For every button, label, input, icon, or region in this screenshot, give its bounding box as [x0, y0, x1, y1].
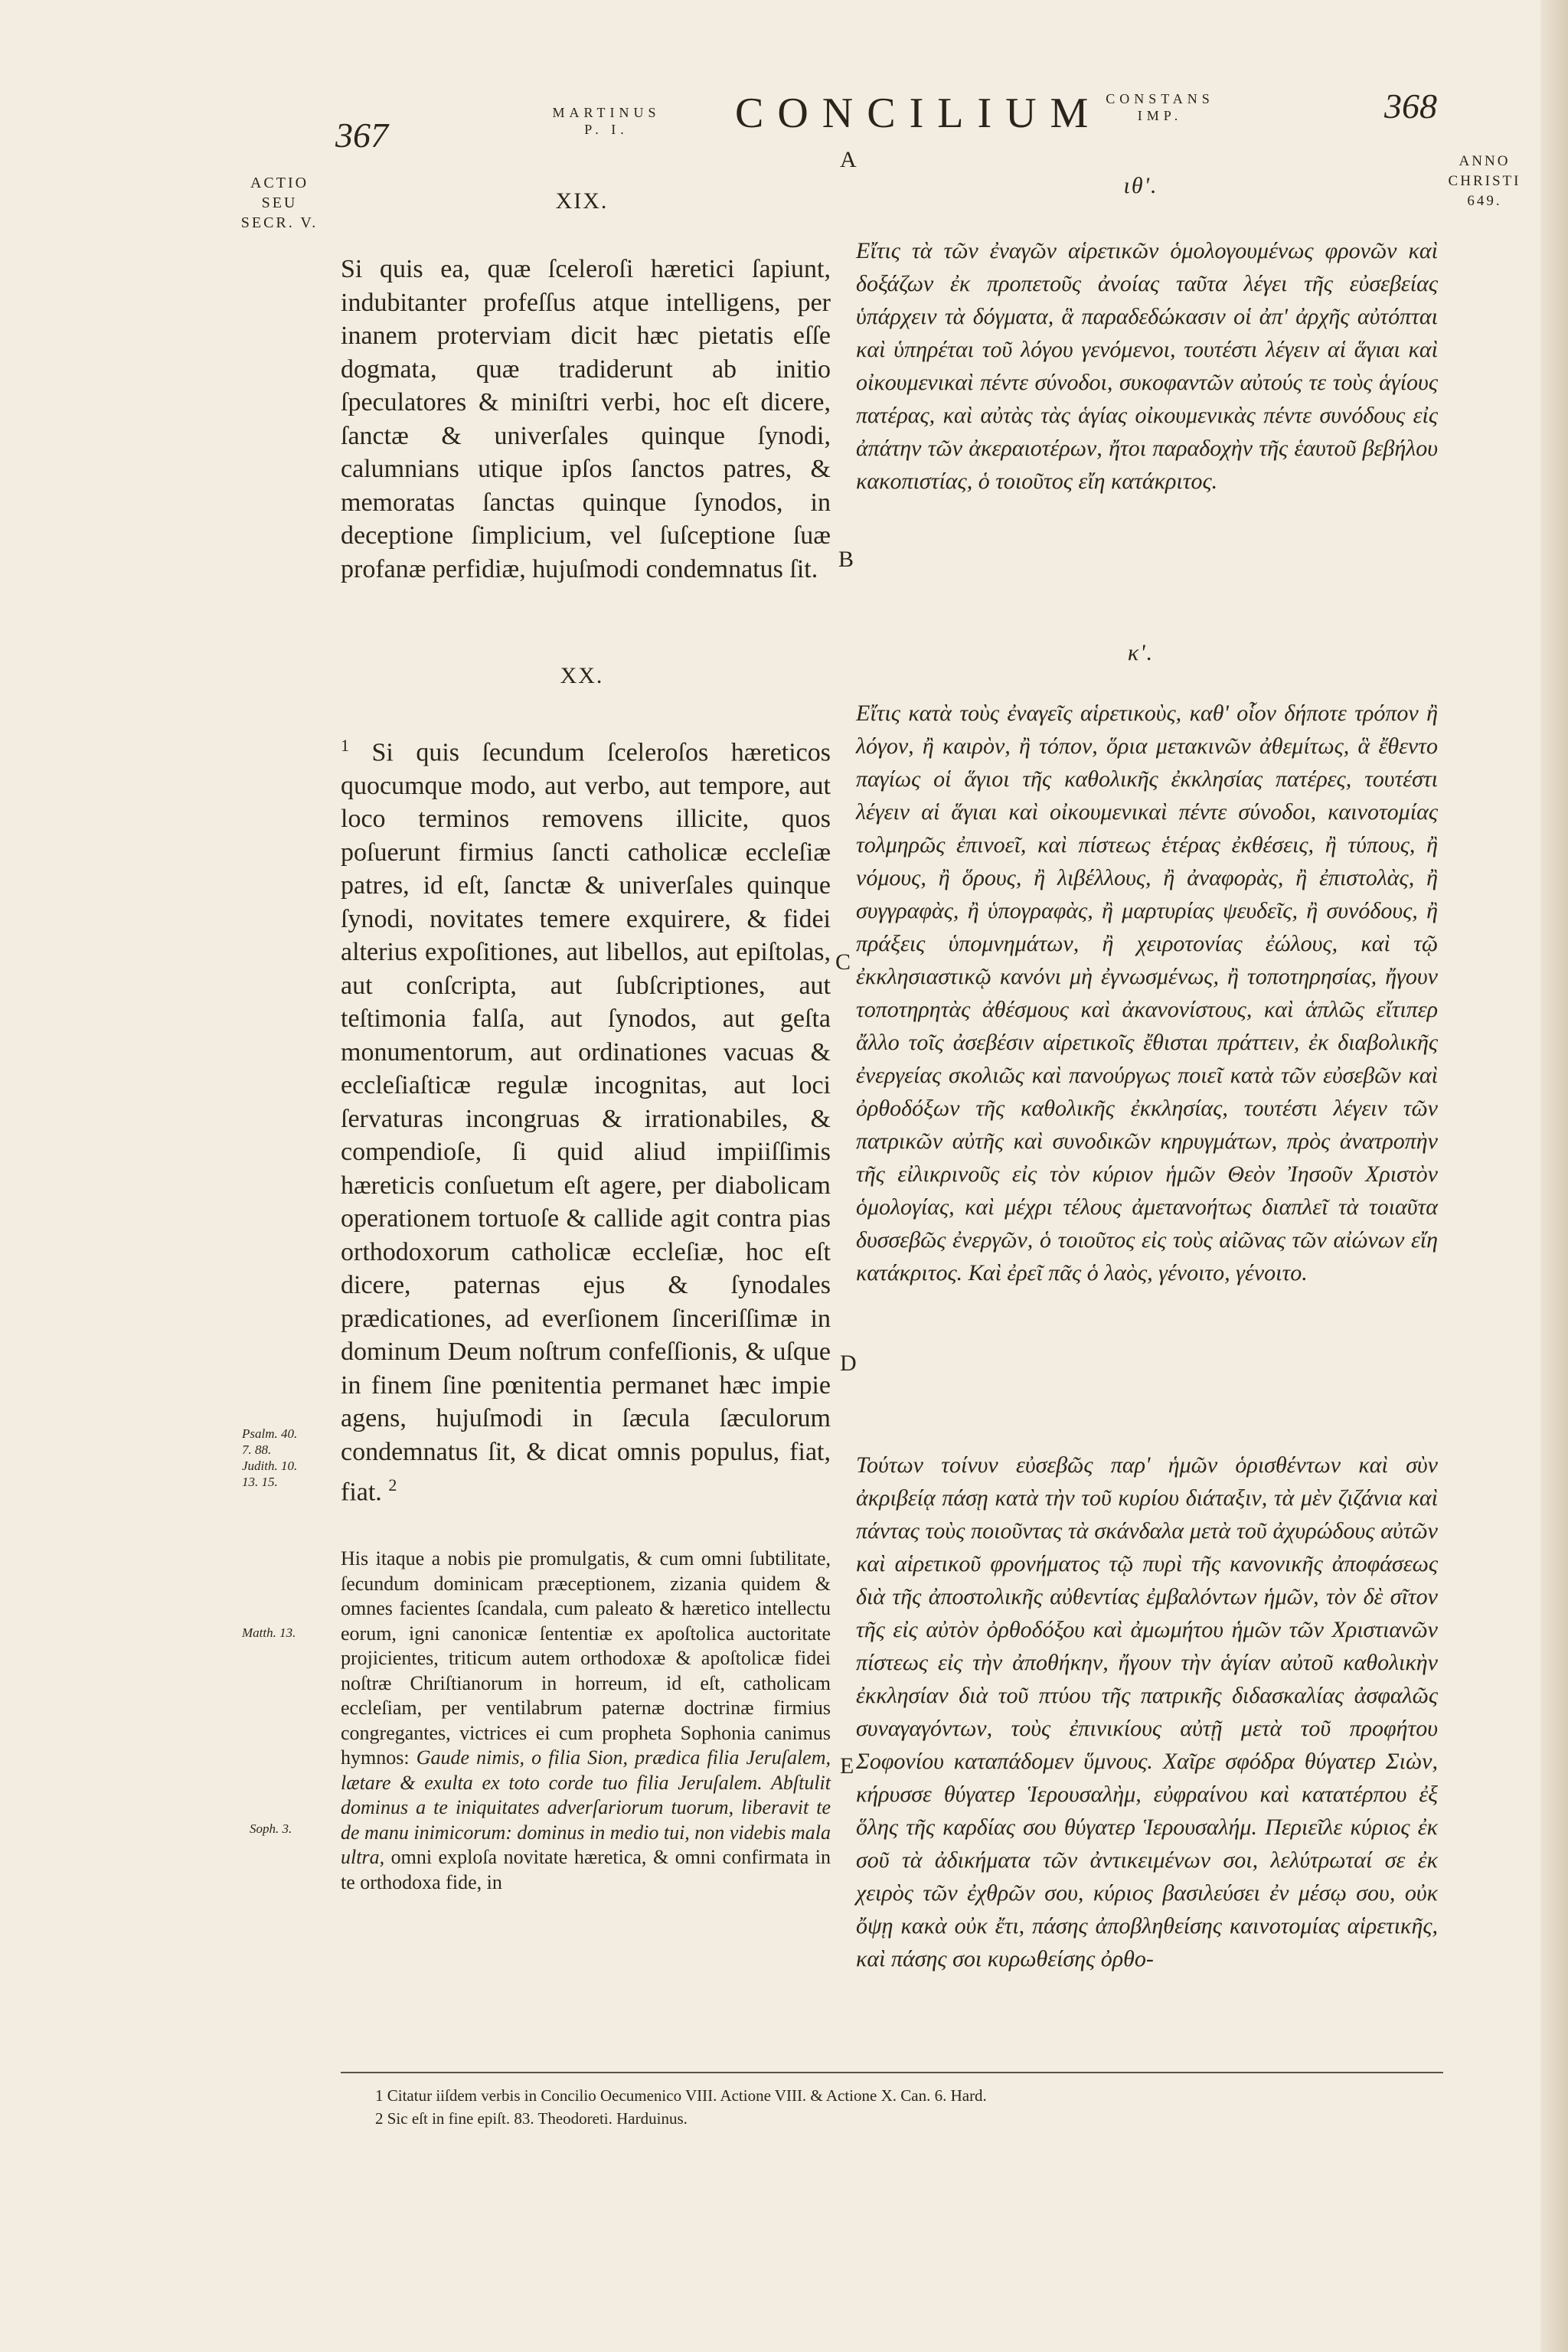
canon-20-greek-text	[856, 697, 1438, 1289]
closing-latin-post: omni exploſa novitate hæretica, & omni confirmata in te orthodoxa fide, in	[341, 1846, 831, 1893]
closing-greek-text	[856, 1449, 1438, 1975]
page-edge	[1540, 0, 1568, 2352]
footnote-2: 2 Sic eſt in fine epiſt. 83. Theodoreti. Harduinus.	[375, 2109, 688, 2128]
year-label: ANNO CHRISTI 649.	[1448, 153, 1521, 209]
canon-20-latin-heading: XX.	[560, 663, 604, 688]
section-letter-c: C	[835, 949, 851, 975]
canon-19-greek-paragraph: Εἴτις τὰ τῶν ἐναγῶν αἱρετικῶν ὁμολογουμένως φρονῶν καὶ δοξάζων ἐκ προπετοῦς ἀνοίας ταῦτα λέγει τῆς εὐσεβείας ὑπάρχειν τὰ δόγματα, ἃ παραδεδώκασιν οἱ ἀπ' ἀρχῆς αὐτόπται καὶ ὑπηρέται τοῦ λόγου γενόμενοι, τουτέστι λέγειν αἱ ἅγιαι καὶ οἰκουμενικαὶ πέντε σύνοδοι, συκοφαντῶν αὐτούς τε τοὺς ἁγίους πατέρας, καὶ αὐτὰς τὰς ἁγίας οἰκουμενικὰς πέντε συνόδους εἰς ἀπάτην τῶν ἀκεραιοτέρων, ἤτοι παραδοχὴν τῆς ἑαυτοῦ βεβήλου κακοπιστίας, ὁ τοιοῦτος εἴη κατάκριτος.	[856, 238, 1438, 494]
canon-20-latin-paragraph	[341, 729, 831, 1509]
canon-19-latin-heading: XIX.	[555, 188, 609, 214]
canon-19-latin-paragraph: Si quis ea, quæ ſceleroſi hæretici ſapiunt, indubitanter profeſſus atque intelligens, per inanem proterviam dicit hæc pietatis eſſe dogmata, quæ tradiderunt ab initio ſpeculatores & miniſtri verbi, hoc eſt dicere, ſanctæ & univerſales quinque ſynodi, calumnians utique ipſos ſanctos patres, & memoratas ſanctas quinque ſynodos, in deceptione ſimplicium, vel ſuſceptione ſuæ profanæ perfidiæ, hujuſmodi condemnatus ſit.	[341, 255, 831, 583]
canon-19-greek-text	[856, 234, 1438, 498]
footnote-rule	[341, 2072, 1443, 2073]
closing-latin-paragraph	[341, 1547, 831, 1895]
closing-latin-pre: His itaque a nobis pie promulgatis, & cum omni ſubtilitate, ſecundum dominicam præceptionem, zizania quidem & omnes facientes ſcandala, cum paleato & hæretico intellectu eorum, igni canonicæ ſententiæ ex apoſtolica auctoritate projicientes, triticum autem orthodoxæ & apoſtolicæ fidei noſtræ Chriſtianorum in horreum, id eſt, catholicam eccleſiam, per ventilabrum paternæ doctrinæ firmius congregantes, victrices ei cum propheta Sophonia canimus hymnos:	[341, 1547, 831, 1769]
footnote-marker-1: 1	[341, 736, 349, 755]
margin-note-matthew: Matth. 13.	[242, 1625, 296, 1640]
running-head-left: MARTINUS P. I.	[552, 105, 661, 137]
section-letter-d: D	[840, 1351, 857, 1376]
closing-greek-paragraph: Τούτων τοίνυν εὐσεβῶς παρ' ἡμῶν ὁρισθέντων καὶ σὺν ἀκριβείᾳ πάσῃ κατὰ τὴν τοῦ κυρίου διάταξιν, τὰ μὲν ζιζάνια καὶ πάντας τοὺς ποιοῦντας τὰ σκάνδαλα μετὰ τοῦ ἀχυρώδους αὐτῶν καὶ αἱρετικοῦ φρονήματος τῷ πυρὶ τῆς κανονικῆς ἀποφάσεως διὰ τῆς ἀποστολικῆς αὐθεντίας ἐμβαλόντων ἡμῶν, τὸν δὲ σῖτον τῆς εἰς αὐτὸν ὀρθοδόξου καὶ ἀμωμήτου ἡμῶν τῶν Χριστιανῶν πίστεως εἰς τὴν ἀποθήκην, ἤγουν τὴν ἁγίαν αὐτοῦ καθολικὴν ἐκκλησίαν διὰ τοῦ πτύου τῆς πατρικῆς διδασκαλίας ἀσφαλῶς συναγαγόντων, τοὺς ἐπινικίους αὐτῇ μετὰ τοῦ προφήτου Σοφονίου καταπάδομεν ὕμνους. Χαῖρε σφόδρα θύγατερ Σιὼν, κήρυσσε θύγατερ Ἱερουσαλὴμ, εὐφραίνου καὶ κατατέρπου ἐξ ὅλης τῆς καρδίας σου θύγατερ Ἱερουσαλήμ. Περιεῖλε κύριος ἐκ σοῦ τὰ ἀδικήματα τῶν ἀντικειμένων σοι, λελύτρωταί σε ἐκ χειρὸς τῶν ἐχθρῶν σου, κύριος βασιλεύσει ἐν μέσῳ σου, οὐκ ὄψῃ κακὰ οὐκ ἔτι, πάσης ἀποβληθείσης καινοτομίας αἱρετικῆς, καὶ πάσης σοι κυρωθείσης ὀρθο-	[856, 1452, 1438, 1971]
canon-20-latin-body: Si quis ſecundum ſceleroſos hæreticos quocumque modo, aut verbo, aut tempore, aut loco terminos removens illicite, quos poſuerunt firmius ſancti catholicæ eccleſiæ patres, id eſt, ſanctæ & univerſales quinque ſynodi, novitates temere exquirere, & fidei alterius expoſitiones, aut libellos, aut epiſtolas, aut conſcripta, aut ſubſcriptiones, aut teſtimonia falſa, aut ſynodos, aut geſta monumentorum, aut ordinationes vacuas & eccleſiaſticæ regulæ incognitas, aut loci ſervaturas incongruas & irrationabiles, & compendioſe, ſi quid aliud impiiſſimis hæreticis conſuetum eſt agere, per diabolicam operationem tortuoſe & callide agit contra pias orthodoxorum catholicæ eccleſiæ, hoc eſt dicere, paternas ejus & ſynodales prædicationes, ad everſionem ſinceriſſimæ in dominum Deum noſtrum confeſſionis, & uſque in finem ſine pœnitentia permanet hæc impie agens, hujuſmodi in ſæcula ſæculorum condemnatus ſit, & dicat omnis populus, fiat, fiat.	[341, 738, 831, 1507]
section-letter-a: A	[840, 147, 857, 172]
closing-latin-quote: Gaude nimis, o filia Sion, prædica filia Jeruſalem, lætare & exulta ex toto corde tuo filia Jeruſalem. Abſtulit dominus a te iniquitates adverſariorum tuorum, liberavit te de manu inimicorum: dominus in medio tui, non videbis mala ultra,	[341, 1746, 831, 1868]
page-number-right: 368	[1384, 87, 1437, 126]
canon-20-latin-text	[341, 729, 831, 1509]
margin-note-sophonias: Soph. 3.	[250, 1821, 292, 1836]
canon-19-greek-heading: ιθ'.	[1123, 173, 1158, 198]
section-letter-e: E	[840, 1753, 854, 1779]
closing-latin-text	[341, 1547, 831, 1895]
margin-note-psalm: Psalm. 40. 7. 88. Judith. 10. 13. 15.	[242, 1426, 298, 1489]
running-title: CONCILIUM	[735, 90, 1102, 137]
page-number-left: 367	[335, 116, 388, 155]
section-letter-b: B	[838, 547, 854, 572]
canon-20-greek-heading: κ'.	[1127, 640, 1155, 665]
actio-label: ACTIO SEU SECR. V.	[240, 175, 318, 231]
canon-20-greek-paragraph: Εἴτις κατὰ τοὺς ἐναγεῖς αἱρετικοὺς, καθ' οἷον δήποτε τρόπον ἢ λόγον, ἢ καιρὸν, ἢ τόπον, ὅρια μετακινῶν ἀθεμίτως, ἃ ἔθεντο παγίως οἱ ἅγιοι τῆς καθολικῆς ἐκκλησίας πατέρες, τουτέστι λέγειν αἱ ἅγιαι καὶ οἰκουμενικαὶ πέντε σύνοδοι, καινοτομίας τολμηρῶς ἐπινοεῖ, καὶ πίστεως ἑτέρας ἐκθέσεις, ἢ τύπους, ἢ νόμους, ἢ ὅρους, ἢ λιβέλλους, ἢ ἀναφορὰς, ἢ ἐπιστολὰς, ἢ συγγραφὰς, ἢ ὑπογραφὰς, ἢ μαρτυρίας ψευδεῖς, ἢ συνόδους, ἢ πράξεις ὑπομνημάτων, ἢ χειροτονίας ἐώλους, καὶ τῷ ἐκκλησιαστικῷ κανόνι μὴ ἐγνωσμένως, ἢ τοποτηρησίας, ἤγουν τοποτηρητὰς ἀθέσμους καὶ ἀκανονίστους, καὶ ἁπλῶς εἴτιπερ ἄλλο τοῖς ἀσεβέσιν αἱρετικοῖς ἔθισται πράττειν, ἐκ διαβολικῆς ἐνεργείας σκολιῶς καὶ πανούργως ποιεῖ κατὰ τῶν εὐσεβῶν καὶ ὀρθοδόξων τῆς καθολικῆς ἐκκλησίας, τουτέστι λέγειν τῶν πατρικῶν αὐτῆς καὶ συνοδικῶν κηρυγμάτων, πρὸς ἀνατροπὴν τῆς εἰλικρινοῦς εἰς τὸν κύριον ἡμῶν Θεὸν Ἰησοῦν Χριστὸν ὁμολογίας, καὶ μέχρι τέλους ἀμετανοήτως διαπλεῖ τὰ τοιαῦτα δυσσεβῶς ἐνεργῶν, ὁ τοιοῦτος εἰς τοὺς αἰῶνας τῶν αἰώνων εἴη κατάκριτος. Καὶ ἐρεῖ πᾶς ὁ λαὸς, γένοιτο, γένοιτο.	[856, 701, 1438, 1285]
footnote-marker-2: 2	[388, 1475, 397, 1495]
canon-19-latin-text	[341, 253, 831, 586]
footnote-1: 1 Citatur iiſdem verbis in Concilio Oecumenico VIII. Actione VIII. & Actione X. Can. 6. Hard.	[375, 2086, 987, 2105]
running-head-right: CONSTANS IMP.	[1106, 91, 1214, 123]
